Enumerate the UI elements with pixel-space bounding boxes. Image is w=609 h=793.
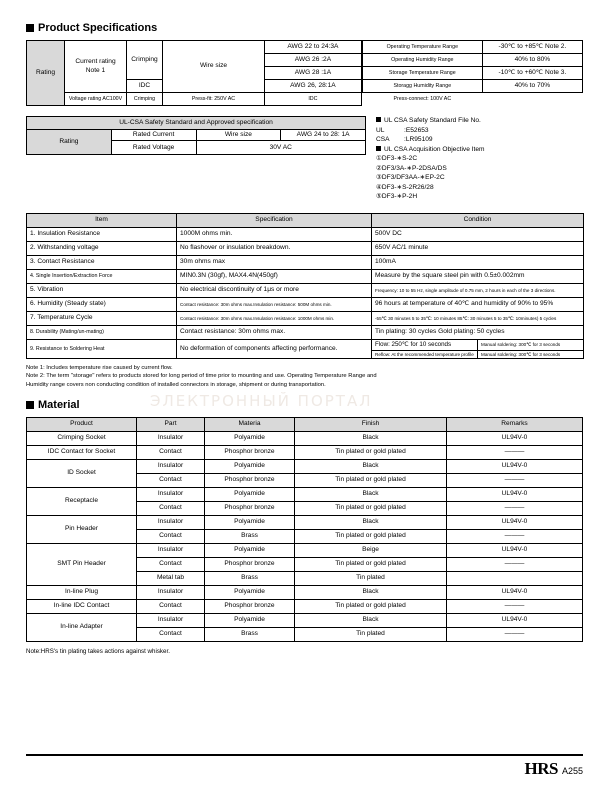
material-finish-0: Black [295, 431, 447, 445]
env-value-1: 40% to 80% [482, 54, 582, 67]
rated-voltage-value: 30V AC [196, 141, 366, 155]
voltage-crimping-label: Crimping [127, 93, 163, 106]
material-material-8: Polyamide [205, 543, 295, 557]
voltage-pressconnect-value: Press-connect: 100V AC [393, 96, 452, 103]
table-row [27, 459, 583, 473]
notes-block [26, 364, 583, 389]
current-rating-label [65, 41, 127, 93]
material-remarks-13: UL94V-0 [447, 613, 583, 627]
material-finish-7: Tin plated or gold plated [295, 529, 447, 543]
material-material-9: Phosphor bronze [205, 557, 295, 571]
material-remarks-6: UL94V-0 [447, 515, 583, 529]
item-name-2: 3. Contact Resistance [27, 255, 177, 269]
material-remarks-5: ——— [447, 501, 583, 515]
section-title-material: Material [38, 398, 80, 411]
environment-table [362, 40, 583, 106]
item-cond-6: -55℃ 30 minutes 5 to 35℃: 10 minutes 85℃: 30 minutes 5 to 35℃: 10minutes) 5 cycles [372, 311, 584, 325]
voltage-rating-label: Voltage rating AC100V [65, 93, 127, 106]
table-row [27, 339, 584, 358]
file-no-title-row [376, 116, 583, 126]
file-value-0: :E52653 [404, 126, 429, 134]
material-product-2: ID Socket [27, 459, 137, 487]
table-row [27, 325, 584, 339]
page-number: A255 [561, 766, 583, 776]
item-name-6: 7. Temperature Cycle [27, 311, 177, 325]
material-finish-5: Tin plated or gold plated [295, 501, 447, 515]
item-spec-5: Contact resistance: 30m ohms max.Insulation resistance: 500M ohms min. [177, 297, 372, 311]
square-bullet-icon [26, 24, 34, 32]
note-3: Humidity range covers non conducting condition of installed connectors in storage, shipment or during transportation. [26, 381, 326, 388]
file-value-1: :LR95109 [404, 136, 433, 144]
material-finish-11: Black [295, 585, 447, 599]
material-part-4: Insulator [137, 487, 205, 501]
item-spec-6: Contact resistance: 30m ohms max.Insulation resistance: 1000M ohms min. [177, 311, 372, 325]
material-finish-3: Tin plated or gold plated [295, 473, 447, 487]
table-row [27, 431, 583, 445]
watermark: ЭЛЕКТРОННЫЙ ПОРТАЛ [150, 392, 373, 410]
item-name-5: 6. Humidity (Steady state) [27, 297, 177, 311]
item-cond-2: 100mA [372, 255, 584, 269]
material-material-5: Phosphor bronze [205, 501, 295, 515]
ulcsa-awg-value: AWG 24 to 28: 1A [281, 130, 366, 141]
awg-value-3: AWG 26, 28:1A [265, 80, 362, 93]
material-table [26, 417, 583, 642]
objective-item-0: ①DF3-∗S-2C [376, 155, 418, 163]
solder-cond-reflow: Reflow: At the recommended temperature profile [372, 350, 478, 358]
table-row [27, 241, 584, 255]
material-product-0: Crimping Socket [27, 431, 137, 445]
material-remarks-3: ——— [447, 473, 583, 487]
material-product-1: IDC Contact for Socket [27, 445, 137, 459]
item-spec-7: Contact resistance: 30m ohms max. [177, 325, 372, 339]
material-part-12: Contact [137, 599, 205, 613]
current-rating-line1: Current rating [75, 58, 116, 66]
spec-table-block [26, 40, 583, 106]
note-1: Note 1: Includes temperature rise caused by current flow. [26, 364, 173, 371]
material-material-6: Polyamide [205, 515, 295, 529]
table-row [27, 255, 584, 269]
objective-item-3: ④DF3-∗S-2R26/28 [376, 183, 434, 191]
material-finish-6: Black [295, 515, 447, 529]
material-product-13: In-line Adapter [27, 613, 137, 641]
square-bullet-icon [376, 117, 381, 122]
item-spec-2: 30m ohms max [177, 255, 372, 269]
material-remarks-7: ——— [447, 529, 583, 543]
material-part-7: Contact [137, 529, 205, 543]
ulcsa-rating-label: Rating [27, 130, 112, 155]
section-title-spec: Product Specifications [38, 22, 158, 34]
items-header-condition: Condition [372, 213, 584, 227]
ulcsa-file-info [366, 116, 583, 202]
material-part-10: Metal tab [137, 571, 205, 585]
square-bullet-icon [26, 401, 34, 409]
env-label-1: Operating Humidity Range [362, 54, 482, 67]
crimping-label: Crimping [127, 41, 163, 80]
items-header-item: Item [27, 213, 177, 227]
item-spec-0: 1000M ohms min. [177, 227, 372, 241]
material-header-part: Part [137, 417, 205, 431]
material-finish-10: Tin plated [295, 571, 447, 585]
material-finish-9: Tin plated or gold plated [295, 557, 447, 571]
item-cond-1: 650V AC/1 minute [372, 241, 584, 255]
item-cond-0: 500V DC [372, 227, 584, 241]
ulcsa-block [26, 116, 583, 202]
item-spec-4: No electrical discontinuity of 1μs or more [177, 283, 372, 297]
material-part-9: Contact [137, 557, 205, 571]
material-part-1: Contact [137, 445, 205, 459]
material-remarks-10 [447, 571, 583, 585]
material-remarks-1: ——— [447, 445, 583, 459]
material-material-14: Brass [205, 627, 295, 641]
material-part-3: Contact [137, 473, 205, 487]
material-remarks-4: UL94V-0 [447, 487, 583, 501]
item-cond-4: Frequency: 10 to 55 Hz, single amplitude of 0.75 mm, 2 hours in each of the 3 directions. [372, 283, 584, 297]
ulcsa-wire-size-label: Wire size [196, 130, 281, 141]
material-header-finish: Finish [295, 417, 447, 431]
material-product-12: In-line IDC Contact [27, 599, 137, 613]
item-name-7: 8. Durability (Mating/un-mating) [27, 325, 177, 339]
table-row [27, 311, 584, 325]
material-finish-14: Tin plated [295, 627, 447, 641]
ulcsa-table [26, 116, 366, 155]
env-spacer [482, 93, 582, 106]
item-name-4: 5. Vibration [27, 283, 177, 297]
material-material-11: Polyamide [205, 585, 295, 599]
item-name-8: 9. Resistance to Soldering Heat [27, 339, 177, 358]
material-material-4: Polyamide [205, 487, 295, 501]
material-remarks-9: ——— [447, 557, 583, 571]
objective-title: UL CSA Acquisition Objective Item [384, 145, 485, 153]
material-material-2: Polyamide [205, 459, 295, 473]
material-header-remarks: Remarks [447, 417, 583, 431]
item-cond-5: 96 hours at temperature of 40℃ and humidity of 90% to 95% [372, 297, 584, 311]
env-value-3: 40% to 70% [482, 80, 582, 93]
objective-title-row [376, 145, 583, 155]
material-finish-13: Black [295, 613, 447, 627]
file-no-title: UL CSA Safety Standard File No. [384, 117, 481, 124]
idc-label: IDC [127, 80, 163, 93]
ulcsa-header: UL-CSA Safety Standard and Approved specification [27, 117, 366, 130]
material-material-3: Phosphor bronze [205, 473, 295, 487]
table-row [27, 445, 583, 459]
material-material-10: Brass [205, 571, 295, 585]
material-note: Note:HRS's tin plating takes actions against whisker. [26, 647, 170, 655]
item-name-0: 1. Insulation Resistance [27, 227, 177, 241]
item-name-1: 2. Withstanding voltage [27, 241, 177, 255]
env-label-0: Operating Temperature Range [362, 41, 482, 54]
solder-cond-manual-2: Manual soldering: 300℃ for 3 seconds [481, 351, 561, 357]
material-title [26, 399, 583, 411]
objective-item-1: ②DF3/3A-∗P-2DSA/DS [376, 164, 447, 172]
material-part-13: Insulator [137, 613, 205, 627]
env-label-3: Storagg Humidity Range [362, 80, 482, 93]
material-remarks-11: UL94V-0 [447, 585, 583, 599]
env-value-0: -30℃ to +85℃ Note 2. [482, 41, 582, 54]
table-row [27, 585, 583, 599]
material-part-6: Insulator [137, 515, 205, 529]
voltage-idc-label: IDC [265, 93, 362, 106]
solder-cond-flow: Flow: 250℃ for 10 seconds [372, 340, 478, 350]
table-row [27, 515, 583, 529]
material-product-11: In-line Plug [27, 585, 137, 599]
note-2: Note 2: The term "storage" refers to products stored for long period of time prior to mounting and use. Operating Temperature Range and [26, 373, 377, 380]
material-part-14: Contact [137, 627, 205, 641]
table-row [27, 283, 584, 297]
awg-value-0: AWG 22 to 24:3A [265, 41, 362, 54]
specification-items-table [26, 213, 584, 359]
item-cond-7: Tin plating: 30 cycles Gold plating: 50 cycles [372, 325, 584, 339]
file-label-1: CSA [376, 136, 390, 144]
rated-voltage-label: Rated Voltage [111, 141, 196, 155]
material-part-2: Insulator [137, 459, 205, 473]
material-part-11: Insulator [137, 585, 205, 599]
table-row [27, 613, 583, 627]
square-bullet-icon [376, 146, 381, 151]
material-finish-2: Black [295, 459, 447, 473]
rating-label: Rating [27, 41, 65, 106]
file-row-1 [376, 135, 583, 145]
table-row [27, 487, 583, 501]
material-remarks-0: UL94V-0 [447, 431, 583, 445]
page-footer [26, 754, 583, 779]
material-remarks-2: UL94V-0 [447, 459, 583, 473]
item-cond-3: Measure by the square steel pin with 0.5±0.002mm [372, 269, 584, 283]
item-cond-8 [372, 339, 584, 358]
material-finish-8: Beige [295, 543, 447, 557]
objective-item-2: ③DF3/DF3AA-∗EP-2C [376, 174, 445, 182]
voltage-pressfit-value: Press-fit: 250V AC [163, 93, 265, 106]
material-product-6: Pin Header [27, 515, 137, 543]
material-part-0: Insulator [137, 431, 205, 445]
table-row [27, 269, 584, 283]
table-row [27, 227, 584, 241]
material-finish-4: Black [295, 487, 447, 501]
table-row [27, 599, 583, 613]
material-part-8: Insulator [137, 543, 205, 557]
item-spec-8: No deformation of components affecting performance. [177, 339, 372, 358]
item-spec-3: MIN0.3N (30gf), MAX4.4N(450gf) [177, 269, 372, 283]
page-title [26, 22, 583, 34]
material-remarks-8: UL94V-0 [447, 543, 583, 557]
item-name-3: 4. Single Insertion/Extraction Force [27, 269, 177, 283]
material-finish-1: Tin plated or gold plated [295, 445, 447, 459]
awg-value-1: AWG 26 :2A [265, 54, 362, 67]
rated-current-label: Rated Current [111, 130, 196, 141]
rating-table [26, 40, 362, 106]
items-header-spec: Specification [177, 213, 372, 227]
material-header-product: Product [27, 417, 137, 431]
material-material-7: Brass [205, 529, 295, 543]
material-material-0: Polyamide [205, 431, 295, 445]
file-label-0: UL [376, 126, 385, 134]
hrs-logo: HRS [524, 759, 558, 778]
env-value-2: -10℃ to +60℃ Note 3. [482, 67, 582, 80]
material-material-12: Phosphor bronze [205, 599, 295, 613]
material-header-material: Materia [205, 417, 295, 431]
solder-cond-manual-1: Manual soldering: 300℃ for 3 seconds [478, 340, 584, 350]
table-row [27, 297, 584, 311]
env-label-2: Storage Temperature Range [362, 67, 482, 80]
material-remarks-12: ——— [447, 599, 583, 613]
material-product-8: SMT Pin Header [27, 543, 137, 585]
awg-value-2: AWG 28 :1A [265, 67, 362, 80]
wire-size-label: Wire size [163, 41, 265, 93]
material-remarks-14: ——— [447, 627, 583, 641]
current-rating-line2: Note 1 [85, 66, 106, 74]
material-finish-12: Tin plated or gold plated [295, 599, 447, 613]
material-product-4: Receptacle [27, 487, 137, 515]
table-row [27, 543, 583, 557]
material-material-13: Polyamide [205, 613, 295, 627]
material-material-1: Phosphor bronze [205, 445, 295, 459]
file-row-0 [376, 126, 583, 136]
material-part-5: Contact [137, 501, 205, 515]
item-spec-1: No flashover or insulation breakdown. [177, 241, 372, 255]
objective-item-4: ⑤DF3-∗P-2H [376, 193, 418, 201]
